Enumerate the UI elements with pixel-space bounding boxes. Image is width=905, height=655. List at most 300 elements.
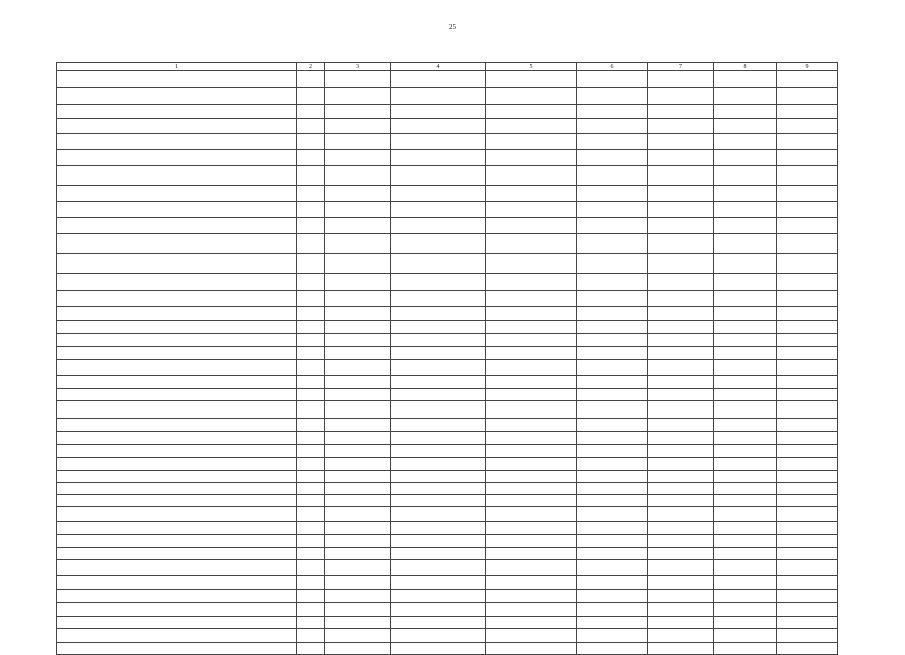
table-cell <box>648 471 714 483</box>
table-cell <box>648 603 714 617</box>
table-cell <box>648 483 714 495</box>
table-cell <box>297 291 325 307</box>
table-cell <box>325 347 391 360</box>
table-cell <box>577 274 648 291</box>
table-cell <box>325 234 391 254</box>
table-row <box>57 321 838 334</box>
table-cell <box>648 548 714 560</box>
table-cell <box>391 389 486 401</box>
table-cell <box>577 522 648 535</box>
table-cell <box>486 535 577 548</box>
table-cell <box>577 71 648 88</box>
table-cell <box>714 603 777 617</box>
table-cell <box>777 360 838 376</box>
table-cell <box>391 321 486 334</box>
table-row <box>57 483 838 495</box>
table-cell <box>648 629 714 643</box>
table-cell <box>714 445 777 458</box>
table-cell <box>486 560 577 576</box>
table-cell <box>297 360 325 376</box>
table-cell <box>577 483 648 495</box>
table-cell <box>777 134 838 150</box>
table-cell <box>777 507 838 522</box>
table-cell <box>325 507 391 522</box>
table-cell <box>57 389 297 401</box>
table-cell <box>648 495 714 507</box>
table-cell <box>325 576 391 590</box>
table-cell <box>714 347 777 360</box>
table-cell <box>648 334 714 347</box>
table-cell <box>391 522 486 535</box>
table-cell <box>325 603 391 617</box>
table-cell <box>777 401 838 419</box>
table-cell <box>297 560 325 576</box>
table-cell <box>297 483 325 495</box>
table-cell <box>714 254 777 274</box>
table-cell <box>777 321 838 334</box>
table-cell <box>297 522 325 535</box>
table-cell <box>648 88 714 105</box>
table-row <box>57 119 838 134</box>
table-cell <box>648 419 714 432</box>
table-cell <box>57 458 297 471</box>
table-cell <box>577 617 648 629</box>
table-cell <box>777 71 838 88</box>
table-cell <box>648 119 714 134</box>
table-cell <box>577 186 648 202</box>
table-cell <box>391 347 486 360</box>
table-row <box>57 88 838 105</box>
table-cell <box>297 495 325 507</box>
table-cell <box>57 590 297 603</box>
table-cell <box>57 548 297 560</box>
table-cell <box>648 291 714 307</box>
table-cell <box>297 88 325 105</box>
table-cell <box>325 560 391 576</box>
table-cell <box>648 71 714 88</box>
table-cell <box>325 445 391 458</box>
column-number: 5 <box>486 63 577 71</box>
table-row <box>57 548 838 560</box>
table-cell <box>486 389 577 401</box>
table-cell <box>297 105 325 119</box>
table-cell <box>57 560 297 576</box>
table-cell <box>577 166 648 186</box>
table-cell <box>486 119 577 134</box>
table-cell <box>57 376 297 389</box>
data-table <box>56 62 838 655</box>
table-cell <box>777 419 838 432</box>
table-cell <box>648 166 714 186</box>
table-cell <box>714 432 777 445</box>
table-cell <box>577 643 648 655</box>
table-row <box>57 202 838 218</box>
table-cell <box>777 483 838 495</box>
table-cell <box>57 347 297 360</box>
table-cell <box>57 234 297 254</box>
table-cell <box>391 471 486 483</box>
table-cell <box>714 617 777 629</box>
table-cell <box>297 643 325 655</box>
table-cell <box>57 401 297 419</box>
table-cell <box>577 334 648 347</box>
table-cell <box>714 105 777 119</box>
table-cell <box>57 419 297 432</box>
table-cell <box>577 234 648 254</box>
table-cell <box>391 234 486 254</box>
table-cell <box>714 291 777 307</box>
table-cell <box>57 535 297 548</box>
table-row <box>57 432 838 445</box>
table-cell <box>297 629 325 643</box>
table-cell <box>57 186 297 202</box>
table-cell <box>777 376 838 389</box>
table-cell <box>57 321 297 334</box>
table-cell <box>714 629 777 643</box>
table-cell <box>325 119 391 134</box>
table-cell <box>486 458 577 471</box>
table-row <box>57 401 838 419</box>
table-cell <box>648 507 714 522</box>
table-cell <box>391 401 486 419</box>
table-cell <box>391 432 486 445</box>
table-cell <box>297 458 325 471</box>
table-cell <box>648 307 714 321</box>
table-cell <box>714 166 777 186</box>
table-cell <box>577 88 648 105</box>
table-cell <box>325 186 391 202</box>
table-cell <box>714 71 777 88</box>
table-cell <box>297 376 325 389</box>
table-cell <box>325 522 391 535</box>
table-cell <box>325 401 391 419</box>
table-cell <box>57 202 297 218</box>
table-cell <box>57 617 297 629</box>
table-cell <box>577 218 648 234</box>
table-cell <box>486 376 577 389</box>
table-cell <box>297 71 325 88</box>
table-cell <box>297 347 325 360</box>
table-cell <box>57 291 297 307</box>
table-cell <box>391 202 486 218</box>
table-cell <box>648 254 714 274</box>
table-cell <box>57 274 297 291</box>
table-cell <box>325 432 391 445</box>
table-cell <box>325 629 391 643</box>
table-row <box>57 376 838 389</box>
table-cell <box>486 576 577 590</box>
table-cell <box>577 495 648 507</box>
table-cell <box>57 334 297 347</box>
table-cell <box>325 334 391 347</box>
table-row <box>57 186 838 202</box>
table-cell <box>486 321 577 334</box>
table-cell <box>391 150 486 166</box>
table-cell <box>777 603 838 617</box>
table-cell <box>577 576 648 590</box>
table-cell <box>486 522 577 535</box>
table-cell <box>325 321 391 334</box>
table-cell <box>648 445 714 458</box>
table-cell <box>391 360 486 376</box>
table-cell <box>577 548 648 560</box>
table-cell <box>577 202 648 218</box>
table-cell <box>57 119 297 134</box>
table-cell <box>577 105 648 119</box>
table-row <box>57 495 838 507</box>
table-row <box>57 71 838 88</box>
table-cell <box>57 507 297 522</box>
table-cell <box>714 134 777 150</box>
table-cell <box>325 202 391 218</box>
table-row <box>57 522 838 535</box>
table-cell <box>777 458 838 471</box>
table-cell <box>777 548 838 560</box>
table-cell <box>486 274 577 291</box>
table-cell <box>648 274 714 291</box>
table-cell <box>297 150 325 166</box>
table-cell <box>325 166 391 186</box>
table-cell <box>325 458 391 471</box>
table-cell <box>714 576 777 590</box>
table-cell <box>577 629 648 643</box>
table-cell <box>777 389 838 401</box>
table-cell <box>777 334 838 347</box>
table-cell <box>57 432 297 445</box>
table-cell <box>577 360 648 376</box>
table-cell <box>325 274 391 291</box>
table-cell <box>777 522 838 535</box>
table-cell <box>777 150 838 166</box>
table-row <box>57 560 838 576</box>
table-cell <box>325 88 391 105</box>
table-cell <box>486 254 577 274</box>
column-number: 4 <box>391 63 486 71</box>
table-cell <box>486 401 577 419</box>
table-row <box>57 535 838 548</box>
table-cell <box>486 234 577 254</box>
table-cell <box>714 535 777 548</box>
table-cell <box>714 234 777 254</box>
table-cell <box>648 202 714 218</box>
table-cell <box>577 507 648 522</box>
table-cell <box>57 629 297 643</box>
table-cell <box>648 560 714 576</box>
table-cell <box>777 617 838 629</box>
table-cell <box>391 643 486 655</box>
table-cell <box>577 560 648 576</box>
table-cell <box>577 389 648 401</box>
page-number: 25 <box>449 23 456 31</box>
table-cell <box>325 535 391 548</box>
table-row <box>57 471 838 483</box>
table-cell <box>486 334 577 347</box>
table-cell <box>714 202 777 218</box>
table-cell <box>714 186 777 202</box>
table-cell <box>57 307 297 321</box>
table-cell <box>486 347 577 360</box>
table-cell <box>486 166 577 186</box>
table-cell <box>714 560 777 576</box>
table-row <box>57 629 838 643</box>
table-cell <box>577 603 648 617</box>
table-cell <box>297 590 325 603</box>
table-cell <box>325 150 391 166</box>
table-row <box>57 360 838 376</box>
table-cell <box>577 119 648 134</box>
table-cell <box>297 119 325 134</box>
table-cell <box>714 360 777 376</box>
table-cell <box>57 88 297 105</box>
table-row <box>57 218 838 234</box>
table-cell <box>648 376 714 389</box>
table-cell <box>714 522 777 535</box>
table-cell <box>297 307 325 321</box>
table-cell <box>391 603 486 617</box>
table-cell <box>325 360 391 376</box>
table-cell <box>57 150 297 166</box>
table-cell <box>714 483 777 495</box>
table-cell <box>577 445 648 458</box>
table-cell <box>325 218 391 234</box>
table-cell <box>325 307 391 321</box>
table-row <box>57 234 838 254</box>
table-cell <box>648 522 714 535</box>
table-cell <box>486 307 577 321</box>
table-cell <box>486 360 577 376</box>
table-cell <box>57 134 297 150</box>
table-row <box>57 134 838 150</box>
table-cell <box>297 471 325 483</box>
table-row <box>57 445 838 458</box>
table-cell <box>57 522 297 535</box>
table-cell <box>57 483 297 495</box>
table-cell <box>777 471 838 483</box>
table-cell <box>325 105 391 119</box>
table-cell <box>777 560 838 576</box>
table-cell <box>714 548 777 560</box>
table-cell <box>297 186 325 202</box>
column-number: 3 <box>325 63 391 71</box>
table-cell <box>391 119 486 134</box>
table-cell <box>297 548 325 560</box>
table-cell <box>391 419 486 432</box>
table-cell <box>57 360 297 376</box>
table-cell <box>297 576 325 590</box>
table-cell <box>577 471 648 483</box>
table-cell <box>325 254 391 274</box>
table-cell <box>297 603 325 617</box>
table-cell <box>648 134 714 150</box>
table-cell <box>325 376 391 389</box>
table-cell <box>486 495 577 507</box>
table-cell <box>486 445 577 458</box>
table-cell <box>714 88 777 105</box>
table-row <box>57 274 838 291</box>
table-cell <box>577 458 648 471</box>
column-number: 8 <box>714 63 777 71</box>
table-cell <box>57 166 297 186</box>
table-cell <box>486 150 577 166</box>
table-cell <box>57 603 297 617</box>
table-cell <box>57 254 297 274</box>
table-cell <box>777 218 838 234</box>
table-cell <box>486 548 577 560</box>
table-row <box>57 419 838 432</box>
table-cell <box>648 458 714 471</box>
table-cell <box>577 134 648 150</box>
table-cell <box>486 419 577 432</box>
column-number: 2 <box>297 63 325 71</box>
table-cell <box>648 150 714 166</box>
table-cell <box>486 590 577 603</box>
table-cell <box>57 445 297 458</box>
table-cell <box>714 401 777 419</box>
table-cell <box>777 234 838 254</box>
table-cell <box>391 458 486 471</box>
table-cell <box>486 218 577 234</box>
table-cell <box>714 321 777 334</box>
table-cell <box>57 105 297 119</box>
table-row <box>57 603 838 617</box>
table-cell <box>777 347 838 360</box>
table-cell <box>297 321 325 334</box>
table-cell <box>391 495 486 507</box>
table-cell <box>777 576 838 590</box>
table-cell <box>325 617 391 629</box>
table-cell <box>486 186 577 202</box>
column-number: 1 <box>57 63 297 71</box>
table-cell <box>577 321 648 334</box>
table-cell <box>391 88 486 105</box>
table-row <box>57 254 838 274</box>
table-cell <box>714 507 777 522</box>
table-cell <box>391 548 486 560</box>
table-cell <box>297 218 325 234</box>
table-cell <box>486 629 577 643</box>
table-cell <box>297 535 325 548</box>
table-cell <box>486 202 577 218</box>
table-body <box>57 71 838 655</box>
table-cell <box>486 617 577 629</box>
table-cell <box>391 576 486 590</box>
table-cell <box>714 119 777 134</box>
table-cell <box>391 307 486 321</box>
table-cell <box>57 495 297 507</box>
table-row <box>57 347 838 360</box>
table-cell <box>648 590 714 603</box>
table-row <box>57 105 838 119</box>
table-cell <box>486 291 577 307</box>
table-cell <box>486 507 577 522</box>
table-cell <box>297 389 325 401</box>
table-cell <box>297 134 325 150</box>
table-cell <box>577 347 648 360</box>
table-cell <box>714 389 777 401</box>
table-row <box>57 334 838 347</box>
table-cell <box>486 483 577 495</box>
table-cell <box>325 419 391 432</box>
table-cell <box>486 471 577 483</box>
table-cell <box>714 274 777 291</box>
column-number: 9 <box>777 63 838 71</box>
table-cell <box>648 321 714 334</box>
table-cell <box>325 548 391 560</box>
table-cell <box>577 419 648 432</box>
table-cell <box>297 617 325 629</box>
table-cell <box>391 445 486 458</box>
table-row <box>57 458 838 471</box>
